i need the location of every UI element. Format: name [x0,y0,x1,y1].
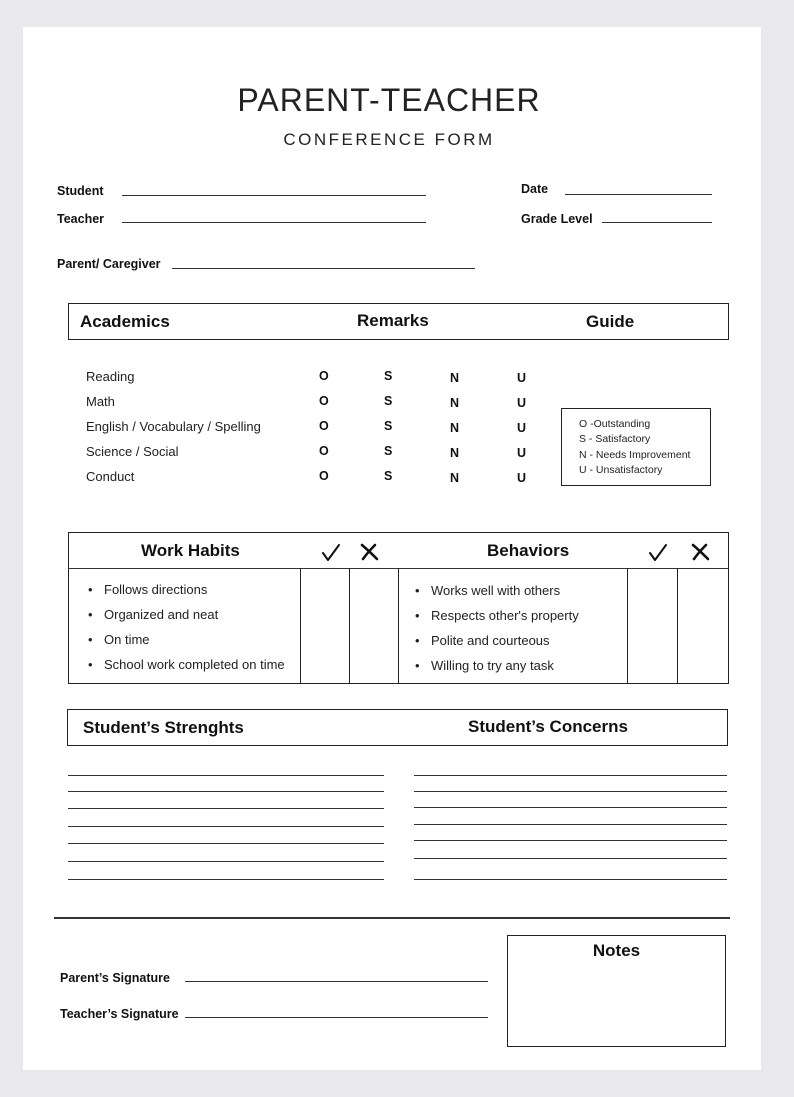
strengths-line[interactable] [68,791,384,792]
student-label: Student [57,184,104,198]
remark-option-n[interactable]: N [450,421,460,435]
habits-check-col-divider [300,568,301,684]
behaviors-check-col-divider [627,568,628,684]
work-habit-item: • On time [104,632,150,647]
date-field-line[interactable] [565,194,712,195]
work-habits-header: Work Habits [141,541,240,560]
parent-signature-label: Parent’s Signature [60,971,170,985]
remark-option-n[interactable]: N [450,371,460,385]
remarks-header: Remarks [357,311,429,330]
teacher-field-line[interactable] [122,222,426,223]
remark-option-s[interactable]: S [384,394,393,408]
strengths-header: Student’s Strenghts [83,718,244,737]
remark-option-n[interactable]: N [450,471,460,485]
concerns-line[interactable] [414,840,727,841]
remark-option-o[interactable]: O [319,394,329,408]
concerns-line[interactable] [414,858,727,859]
behaviors-col-divider [398,568,399,684]
behavior-item: • Willing to try any task [431,658,554,673]
behavior-item: • Polite and courteous [431,633,550,648]
cross-icon [359,542,381,562]
concerns-line[interactable] [414,879,727,880]
guide-item: O -Outstanding [579,418,651,430]
behaviors-cross-col-divider [677,568,678,684]
behavior-item: • Respects other's property [431,608,579,623]
student-field-line[interactable] [122,195,426,196]
guide-item: S - Satisfactory [579,433,651,445]
work-habit-item: • Organized and neat [104,607,218,622]
parent-label: Parent/ Caregiver [57,257,161,271]
strengths-line[interactable] [68,861,384,862]
behaviors-header: Behaviors [487,541,570,560]
strengths-line[interactable] [68,826,384,827]
remark-option-s[interactable]: S [384,369,393,383]
concerns-header: Student’s Concerns [468,717,628,736]
notes-header: Notes [592,941,641,960]
habits-cross-col-divider [349,568,350,684]
concerns-line[interactable] [414,791,727,792]
teacher-signature-label: Teacher’s Signature [60,1007,179,1021]
subject-label: Science / Social [86,444,179,459]
remark-option-o[interactable]: O [319,444,329,458]
strengths-line[interactable] [68,843,384,844]
remark-option-u[interactable]: U [517,446,527,460]
remark-option-u[interactable]: U [517,396,527,410]
concerns-line[interactable] [414,824,727,825]
subject-label: English / Vocabulary / Spelling [86,419,261,434]
grade-level-label: Grade Level [521,212,593,226]
teacher-label: Teacher [57,212,105,226]
subject-label: Reading [86,369,135,384]
remark-option-u[interactable]: U [517,371,527,385]
remark-option-n[interactable]: N [450,446,460,460]
subject-label: Math [86,394,115,409]
strengths-line[interactable] [68,808,384,809]
remark-option-u[interactable]: U [517,421,527,435]
remark-option-o[interactable]: O [319,469,329,483]
subject-label: Conduct [86,469,135,484]
teacher-signature-line[interactable] [185,1017,488,1018]
check-icon [647,542,669,564]
form-title: PARENT-TEACHER [237,82,541,118]
academics-header: Academics [80,312,170,331]
behavior-item: • Works well with others [431,583,560,598]
remark-option-u[interactable]: U [517,471,527,485]
remark-option-n[interactable]: N [450,396,460,410]
guide-item: U - Unsatisfactory [579,464,663,476]
parent-field-line[interactable] [172,268,475,269]
check-icon [320,542,342,564]
section-divider [54,917,730,919]
work-habit-item: • Follows directions [104,582,207,597]
remark-option-s[interactable]: S [384,444,393,458]
cross-icon [690,542,712,562]
form-subtitle: CONFERENCE FORM [283,130,495,149]
concerns-line[interactable] [414,807,727,808]
strengths-line[interactable] [68,775,384,776]
parent-signature-line[interactable] [185,981,488,982]
remark-option-o[interactable]: O [319,369,329,383]
guide-header: Guide [586,312,635,331]
remark-option-s[interactable]: S [384,419,393,433]
guide-item: N - Needs Improvement [579,449,691,461]
work-habit-item: • School work completed on time [104,657,285,672]
concerns-line[interactable] [414,775,727,776]
remark-option-o[interactable]: O [319,419,329,433]
date-label: Date [521,182,549,196]
strengths-line[interactable] [68,879,384,880]
grade-level-field-line[interactable] [602,222,712,223]
remark-option-s[interactable]: S [384,469,393,483]
